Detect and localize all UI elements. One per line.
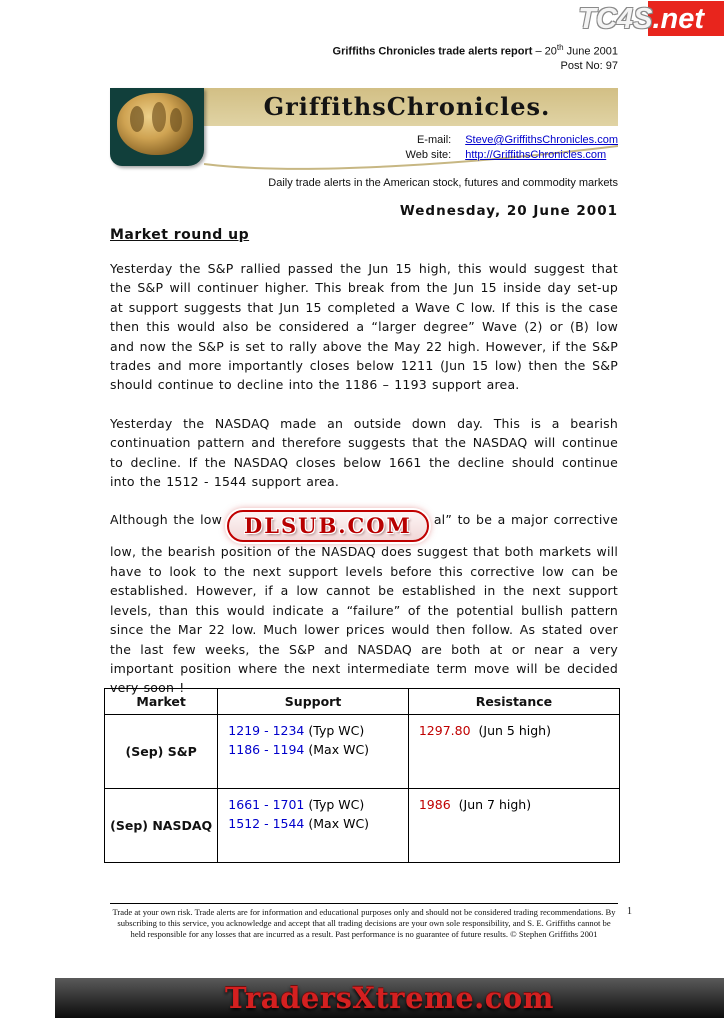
tc4s-logo [554,0,724,38]
resistance-level-value: 1986 [418,797,451,812]
support-level-value: 1661 - 1701 [228,797,305,812]
paragraph-outlook-rest: al” to be a major corrective low, the bearish position of the NASDAQ does suggest that both markets will have to look to the next support levels before this corrective low can be established. However, if a low cannot be established in the next support levels, than this would indicate a “failure” of the potential bullish pattern since the Mar 22 low. Much lower prices would then follow. As stated over the last few weeks, the S&P and NASDAQ are both at or near a very important position where the next intermediate term move will be decided very soon ! [110,512,618,696]
tc4s-text [578,0,704,38]
date-line: Wednesday, 20 June 2001 [399,203,618,219]
paragraph-outlook [110,510,618,697]
paragraph-nasdaq-analysis: Yesterday the NASDAQ made an outside down day. This is a bearish continuation pattern and therefore suggests that the NASDAQ will continue to decline. If the NASDAQ closes below 1661 the decline should continue into the 1512 - 1544 support area. [110,415,618,490]
tagline: Daily trade alerts in the American stock, futures and commodity markets [268,177,618,189]
report-header [110,41,618,73]
column-header-resistance: Resistance [408,689,619,715]
table-row-nasdaq [105,789,620,863]
tc4s-main-label: TC4S [578,3,653,35]
resistance-cell [408,715,619,789]
support-cell [218,789,409,863]
contact-block [110,134,618,161]
support-line [228,795,398,814]
resistance-level-value: 1297.80 [418,723,471,738]
support-line [228,721,398,740]
page-number: 1 [627,906,632,917]
table-row-sp [105,715,620,789]
dlsub-watermark: DLSUB.COM [227,510,429,542]
email-label: E-mail: [416,134,452,146]
support-level-value: 1512 - 1544 [228,816,305,831]
resistance-level-note: (Jun 7 high) [458,797,532,812]
support-level-note: (Max WC) [308,816,370,831]
market-cell: (Sep) NASDAQ [105,789,218,863]
report-title: Griffiths Chronicles trade alerts report [332,45,533,58]
support-level-value: 1219 - 1234 [228,723,305,738]
support-level-note: (Typ WC) [308,797,365,812]
report-date-ordinal: th [556,43,564,52]
support-level-note: (Max WC) [308,742,370,757]
section-heading: Market round up [110,227,250,243]
support-cell [218,715,409,789]
paragraph-outlook-start: Although the low [110,512,223,528]
column-header-support: Support [218,689,409,715]
support-resistance-table [104,688,620,863]
tradersxtreme-banner [55,978,724,1018]
support-level-value: 1186 - 1194 [228,742,305,757]
support-line [228,740,398,759]
report-title-line [110,41,618,59]
support-level-note: (Typ WC) [308,723,365,738]
tradersxtreme-logo: TradersXtreme.com [225,981,554,1015]
website-link[interactable]: http://GriffithsChronicles.com [465,149,607,161]
market-cell: (Sep) S&P [105,715,218,789]
report-date-prefix: – 20 [532,45,557,58]
disclaimer-text: Trade at your own risk. Trade alerts are for information and educational purposes only and should not be considered trading recommendations. By subscribing to this service, you acknowledge and accept that all trading decisions are your own sole responsibility, and S. E. Griffiths cannot be held responsible for any losses that are incurred as a result. Past performance is no guarantee of future results. © Stephen Griffiths 2001 [110,903,618,939]
report-date-rest: June 2001 [563,45,618,58]
table-header-row [105,689,620,715]
website-label: Web site: [405,149,452,161]
column-header-market: Market [105,689,218,715]
post-number: Post No: 97 [560,59,618,72]
tc4s-net-label: .net [652,3,704,35]
email-link[interactable]: Steve@GriffithsChronicles.com [465,134,618,146]
support-line [228,814,398,833]
brand-title: GriffithsChronicles. [263,92,551,121]
resistance-cell [408,789,619,863]
paragraph-sp-analysis: Yesterday the S&P rallied passed the Jun 15 high, this would suggest that the S&P will continuer higher. This break from the Jun 15 inside day set-up at support suggests that Jun 15 completed a Wave C low. If this is the case then this would also be considered a “larger degree” Wave (2) or (B) low and now the S&P is set to rally above the May 22 high. However, if the S&P trades and more importantly closes below 1211 (Jun 15 low) then the S&P should continue to decline into the 1186 – 1193 support area. [110,261,618,393]
report-body [110,259,618,717]
resistance-level-note: (Jun 5 high) [478,723,551,738]
